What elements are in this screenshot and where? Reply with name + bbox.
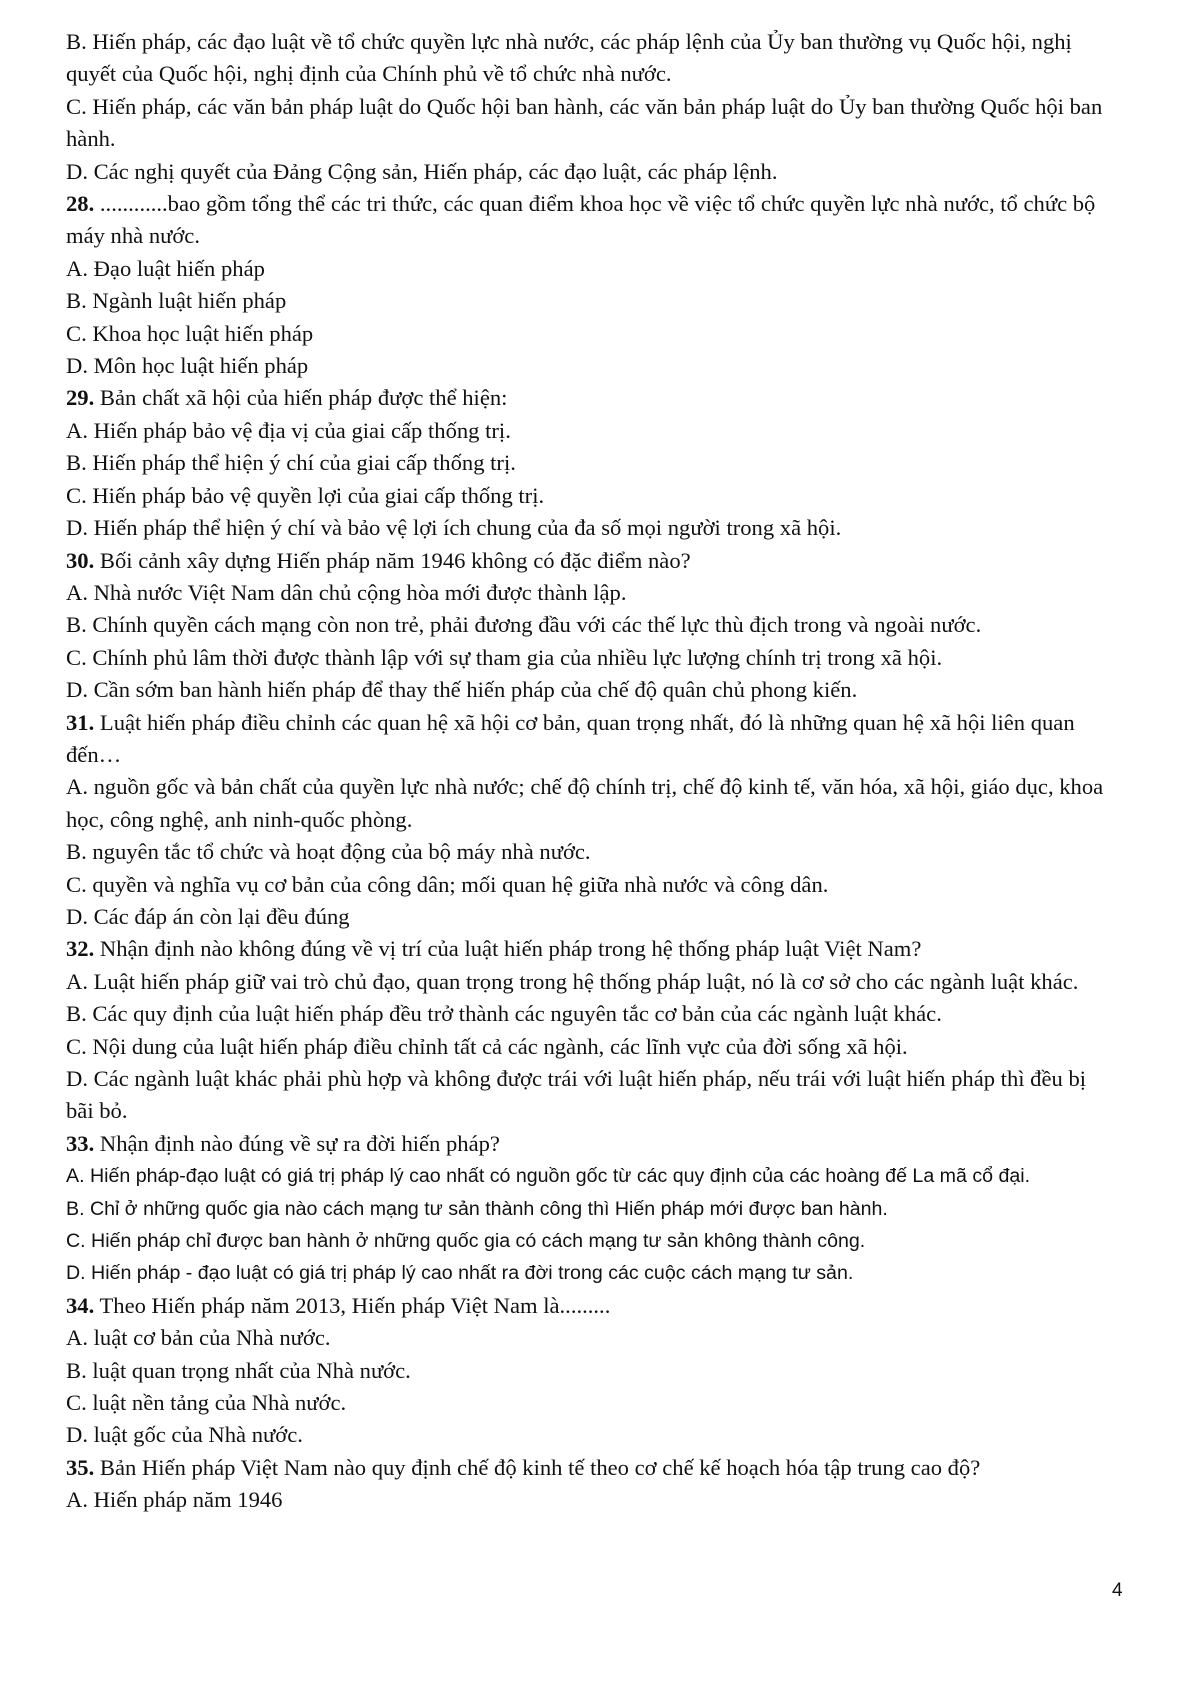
question-text: 30. Bối cảnh xây dựng Hiến pháp năm 1946 không có đặc điểm nào? (66, 547, 691, 573)
option-d: D. Cần sớm ban hành hiến pháp để thay thế hiến pháp của chế độ quân chủ phong kiến. (66, 677, 858, 703)
option-line: B. Hiến pháp, các đạo luật về tổ chức quyền lực nhà nước, các pháp lệnh của Ủy ban thường vụ Quốc hội, nghị quyết của Quốc hội, nghị định của Chính phủ về tổ chức nhà nước. (66, 29, 1072, 87)
option-a: A. Hiến pháp bảo vệ địa vị của giai cấp thống trị. (66, 417, 511, 443)
question-number: 34. (66, 1292, 95, 1318)
option-c: C. Khoa học luật hiến pháp (66, 320, 314, 346)
option-line: C. Hiến pháp, các văn bản pháp luật do Quốc hội ban hành, các văn bản pháp luật do Ủy ban thường Quốc hội ban hành. (66, 93, 1103, 152)
option-b: B. Hiến pháp thể hiện ý chí của giai cấp thống trị. (66, 450, 516, 476)
question-text: 34. Theo Hiến pháp năm 2013, Hiến pháp Việt Nam là......... (66, 1292, 611, 1318)
question-29 (66, 382, 1111, 544)
question-number: 28. (66, 191, 95, 217)
question-31 (66, 707, 1111, 934)
question-number: 35. (66, 1454, 95, 1480)
option-b: B. Các quy định của luật hiến pháp đều trở thành các nguyên tắc cơ bản của các ngành luật khác. (66, 1001, 942, 1027)
question-text: 29. Bản chất xã hội của hiến pháp được thể hiện: (66, 385, 508, 411)
question-text: 31. Luật hiến pháp điều chỉnh các quan hệ xã hội cơ bản, quan trọng nhất, đó là những quan hệ xã hội liên quan đến… (66, 709, 1075, 767)
option-c: C. Nội dung của luật hiến pháp điều chỉnh tất cả các ngành, các lĩnh vực của đời sống xã hội. (66, 1033, 908, 1059)
option-a: A. nguồn gốc và bản chất của quyền lực nhà nước; chế độ chính trị, chế độ kinh tế, văn hóa, xã hội, giáo dục, khoa học, công nghệ, anh ninh-quốc phòng. (66, 774, 1104, 832)
option-c: C. luật nền tảng của Nhà nước. (66, 1390, 347, 1416)
option-line: D. Các nghị quyết của Đảng Cộng sản, Hiến pháp, các đạo luật, các pháp lệnh. (66, 158, 778, 184)
question-text: 28. ............bao gồm tổng thể các tri thức, các quan điểm khoa học về việc tổ chức quyền lực nhà nước, tổ chức bộ máy nhà nước. (66, 191, 1096, 249)
question-number: 33. (66, 1130, 95, 1156)
question-text: 32. Nhận định nào không đúng về vị trí của luật hiến pháp trong hệ thống pháp luật Việt Nam? (66, 936, 922, 962)
option-d: D. luật gốc của Nhà nước. (66, 1422, 303, 1448)
question-34 (66, 1290, 1111, 1452)
option-a: A. Hiến pháp-đạo luật có giá trị pháp lý cao nhất có nguồn gốc từ các quy định của các hoàng đế La mã cổ đại. (66, 1165, 1031, 1188)
option-b: B. Chính quyền cách mạng còn non trẻ, phải đương đầu với các thế lực thù địch trong và ngoài nước. (66, 612, 982, 638)
option-d: D. Các đáp án còn lại đều đúng (66, 903, 350, 929)
option-d: D. Hiến pháp - đạo luật có giá trị pháp lý cao nhất ra đời trong các cuộc cách mạng tư sản. (66, 1262, 854, 1285)
option-a: A. Luật hiến pháp giữ vai trò chủ đạo, quan trọng trong hệ thống pháp luật, nó là cơ sở cho các ngành luật khác. (66, 968, 1079, 994)
option-b: B. Ngành luật hiến pháp (66, 288, 287, 314)
question-number: 30. (66, 547, 95, 573)
option-a: A. Hiến pháp năm 1946 (66, 1487, 283, 1513)
option-d: D. Môn học luật hiến pháp (66, 353, 309, 379)
question-text: 35. Bản Hiến pháp Việt Nam nào quy định chế độ kinh tế theo cơ chế kế hoạch hóa tập trung cao độ? (66, 1454, 981, 1480)
option-b: B. nguyên tắc tổ chức và hoạt động của bộ máy nhà nước. (66, 839, 591, 865)
option-a: A. Nhà nước Việt Nam dân chủ cộng hòa mới được thành lập. (66, 579, 627, 605)
option-d: D. Các ngành luật khác phải phù hợp và không được trái với luật hiến pháp, nếu trái với luật hiến pháp thì đều bị bãi bỏ. (66, 1066, 1087, 1124)
intro-options (66, 26, 1111, 188)
question-28 (66, 188, 1111, 382)
option-a: A. luật cơ bản của Nhà nước. (66, 1325, 331, 1351)
question-text: 33. Nhận định nào đúng về sự ra đời hiến pháp? (66, 1130, 500, 1156)
option-c: C. Hiến pháp chỉ được ban hành ở những quốc gia có cách mạng tư sản không thành công. (66, 1230, 866, 1253)
option-b: B. Chỉ ở những quốc gia nào cách mạng tư sản thành công thì Hiến pháp mới được ban hành. (66, 1197, 888, 1220)
question-32 (66, 933, 1111, 1127)
question-number: 31. (66, 709, 95, 735)
page-number: 4 (1112, 1580, 1123, 1601)
option-a: A. Đạo luật hiến pháp (66, 255, 265, 281)
option-c: C. Hiến pháp bảo vệ quyền lợi của giai cấp thống trị. (66, 482, 545, 508)
question-30 (66, 545, 1111, 707)
option-d: D. Hiến pháp thể hiện ý chí và bảo vệ lợi ích chung của đa số mọi người trong xã hội. (66, 515, 842, 541)
option-c: C. quyền và nghĩa vụ cơ bản của công dân; mối quan hệ giữa nhà nước và công dân. (66, 871, 829, 897)
question-35 (66, 1452, 1111, 1517)
question-33 (66, 1128, 1111, 1290)
option-c: C. Chính phủ lâm thời được thành lập với sự tham gia của nhiều lực lượng chính trị trong xã hội. (66, 644, 943, 670)
option-b: B. luật quan trọng nhất của Nhà nước. (66, 1357, 411, 1383)
question-number: 29. (66, 385, 95, 411)
question-number: 32. (66, 936, 95, 962)
